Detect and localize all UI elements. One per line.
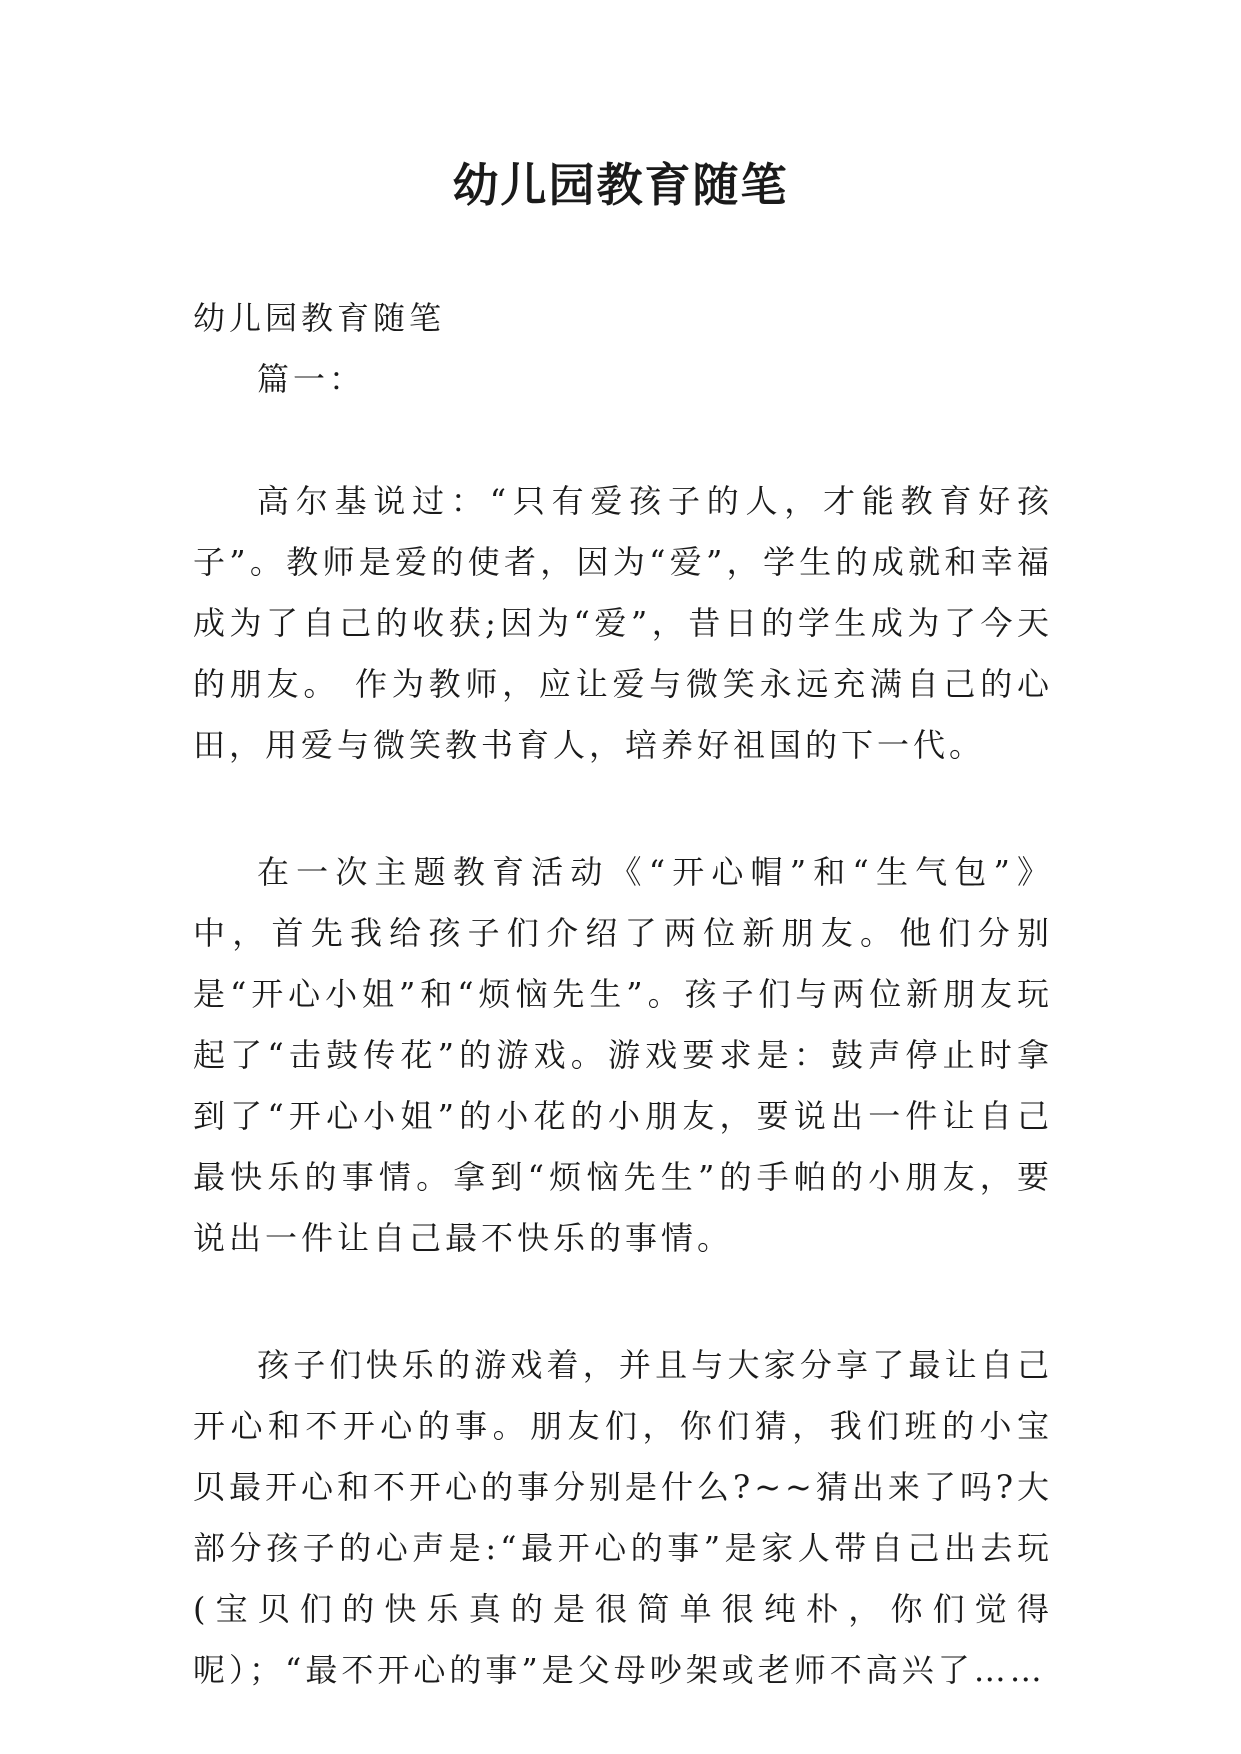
document-subtitle: 幼儿园教育随笔 [193, 299, 446, 337]
section-heading: 篇一： [257, 360, 366, 398]
paragraph-2: 在一次主题教育活动《“开心帽”和“生气包”》中，首先我给孩子们介绍了两位新朋友。他们分别是“开心小姐”和“烦恼先生”。孩子们与两位新朋友玩起了“击鼓传花”的游戏。游戏要求是：鼓声停止时拿到了“开心小姐”的小花的小朋友，要说出一件让自己最快乐的事情。拿到“烦恼先生”的手帕的小朋友，要说出一件让自己最不快乐的事情。 [193, 853, 1053, 1257]
blank-line [193, 1269, 1053, 1335]
document-title: 幼儿园教育随笔 [452, 158, 789, 212]
blank-line [193, 776, 1053, 842]
document-body [193, 288, 1053, 1701]
paragraph-1: 高尔基说过：“只有爱孩子的人，才能教育好孩子”。教师是爱的使者，因为“爱”，学生的成就和幸福成为了自己的收获;因为“爱”，昔日的学生成为了今天的朋友。 作为教师，应让爱与微笑永远充满自己的心田，用爱与微笑教书育人，培养好祖国的下一代。 [193, 482, 1053, 764]
blank-line [193, 410, 1053, 471]
paragraph-3: 孩子们快乐的游戏着，并且与大家分享了最让自己开心和不开心的事。朋友们，你们猜，我们班的小宝贝最开心和不开心的事分别是什么?~~猜出来了吗?大部分孩子的心声是:“最开心的事”是家人带自己出去玩(宝贝们的快乐真的是很简单很纯朴，你们觉得呢）；“最不开心的事”是父母吵架或老师不高兴了…… [193, 1346, 1053, 1689]
